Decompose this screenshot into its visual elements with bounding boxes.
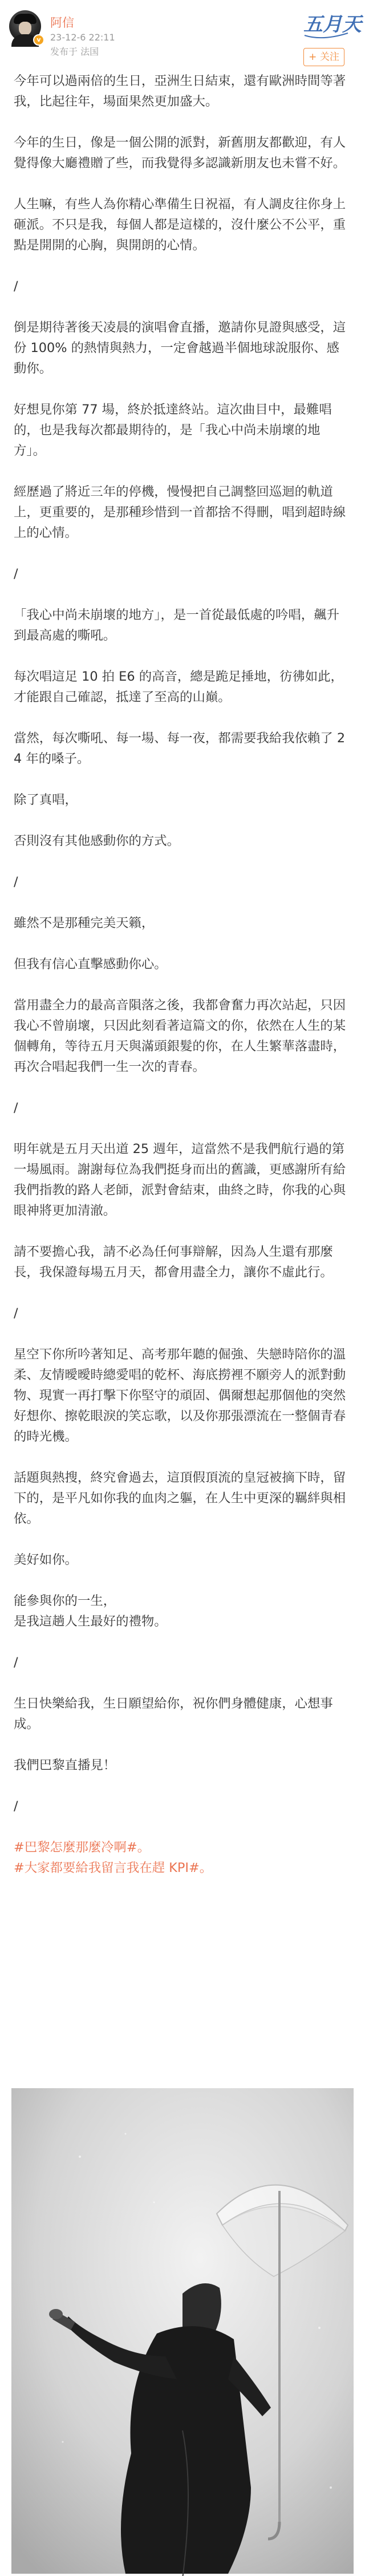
post-paragraph: 生日快樂給我，生日願望給你，祝你們身體健康，心想事成。 [14, 1696, 333, 1732]
post-paragraph: 能參與你的一生， 是我這趟人生最好的禮物。 [14, 1594, 167, 1629]
post-paragraph: 「我心中尚未崩壞的地方」，是一首從最低處的吟唱，飆升到最高處的嘶吼。 [14, 608, 339, 643]
concert-photo[interactable] [11, 2088, 354, 2574]
post-paragraph: 好想見你第 77 場，終於抵達終站。這次曲目中，最難唱的，也是我每次都最期待的，是「我心中尚未崩壞的地方」。 [14, 402, 332, 458]
post-content [0, 71, 365, 1878]
post-paragraph: 話題與熱搜，終究會過去，這頂假頂流的皇冠被摘下時，留下的，是平凡如你我的血肉之軀，在人生中更深的羈絆與相依。 [14, 1470, 346, 1526]
post-paragraph: 今年的生日，像是一個公開的派對，新舊朋友都歡迎，有人覺得像大廳禮贈了些，而我覺得多認識新朋友也未嘗不好。 [14, 135, 346, 171]
separator-slash: / [14, 279, 18, 294]
separator-slash: / [14, 875, 18, 889]
post-header [0, 0, 365, 71]
post-paragraph: 雖然不是那種完美天籟， [14, 916, 155, 931]
follow-button[interactable]: + 关注 [303, 48, 344, 66]
hashtag-link[interactable]: #大家都要給我留言我在趕 KPI#。 [14, 1861, 213, 1875]
separator-slash: / [14, 1306, 18, 1321]
post-paragraph: 除了真唱， [14, 792, 78, 807]
post-paragraph: 今年可以過兩倍的生日，亞洲生日結束，還有歐洲時間等著我，比起往年，場面果然更加盛大。 [14, 74, 346, 109]
post-paragraph: 星空下你所吟著知足、高考那年聽的倔強、失戀時陪你的溫柔、友情曖曖時總愛唱的乾杯、海底撈裡不願旁人的派對動物、現實一再打擊下你堅守的頑固、偶爾想起那個他的突然好想你、擦乾眼淚的笑忘歌，以及你那張漂流在一整個青春的時光機。 [14, 1347, 346, 1444]
post-paragraph: 否則沒有其他感動你的方式。 [14, 834, 180, 848]
brand-logo [300, 6, 362, 46]
separator-slash: / [14, 567, 18, 581]
post-paragraph: 明年就是五月天出道 25 週年，這當然不是我們航行過的第一場風雨。謝謝每位為我們挺身而出的舊識，更感謝所有給我們指教的路人老師，派對會結束，曲終之時，你我的心與眼神將更加清澈。 [14, 1142, 346, 1218]
post-paragraph: 當然，每次嘶吼、每一場、每一夜，都需要我給我依賴了 24 年的嗓子。 [14, 731, 346, 766]
post-timestamp: 23-12-6 22:11 [50, 32, 115, 43]
post-paragraph: 請不要擔心我，請不必為任何事辯解，因為人生還有那麼長，我保證每場五月天，都會用盡全力，讓你不虛此行。 [14, 1244, 333, 1280]
post-paragraph: 但我有信心直擊感動你心。 [14, 957, 167, 972]
separator-slash: / [14, 1655, 18, 1670]
brand-logo-text: 五月天 [303, 13, 362, 36]
avatar-face [19, 22, 31, 35]
username[interactable]: 阿信 [50, 16, 74, 30]
post-paragraph: 經歷過了將近三年的停機，慢慢把自己調整回巡迴的軌道上，更重要的，是那種珍惜到一首都捨不得刪，唱到超時線上的心情。 [14, 484, 346, 540]
separator-slash: / [14, 1101, 18, 1115]
concert-photo-icon [11, 2088, 354, 2574]
verified-icon: v [33, 34, 44, 46]
post-source: 发布于 法国 [50, 46, 99, 57]
post-paragraph: 當用盡全力的最高音隕落之後，我都會奮力再次站起，只因我心不曾崩壞，只因此刻看著這篇文的你，依然在人生的某個轉角，等待五月天與滿頭銀髮的你，在人生繁華落盡時，再次合唱起我們一生一次的青春。 [14, 998, 346, 1074]
separator-slash: / [14, 1799, 18, 1814]
post-paragraph: 每次唱這足 10 拍 E6 的高音，總是跪足捶地，彷彿如此，才能跟自己確認，抵達了至高的山巔。 [14, 669, 343, 705]
post-paragraph: 人生嘛，有些人為你精心準備生日祝福，有人調皮往你身上砸派。不只是我，每個人都是這樣的，沒什麼公不公平，重點是開開的心胸，與開朗的心情。 [14, 197, 346, 253]
hashtag-link[interactable]: #巴黎怎麼那麼冷啊#。 [14, 1840, 151, 1855]
post-paragraph: 美好如你。 [14, 1552, 78, 1567]
post-paragraph: 倒是期待著後天凌晨的演唱會直播，邀請你見證與感受，這份 100% 的熱情與熱力，一定會越過半個地球說服你、感動你。 [14, 320, 346, 376]
post-paragraph: 我們巴黎直播見！ [14, 1758, 116, 1773]
